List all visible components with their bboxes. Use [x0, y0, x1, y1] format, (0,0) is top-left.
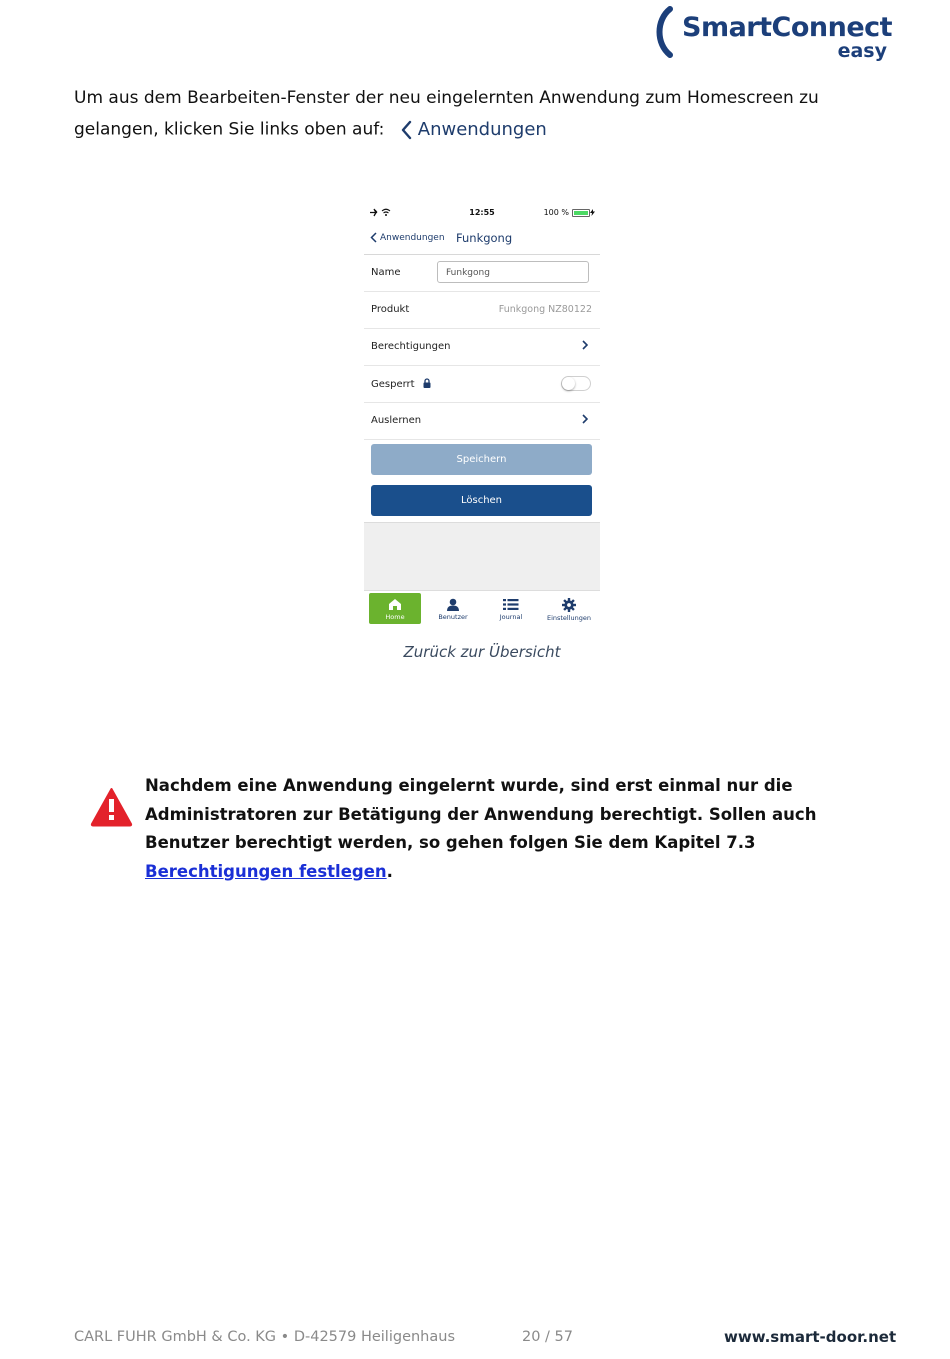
nav-bar [364, 226, 600, 255]
tab-journal[interactable] [485, 593, 537, 624]
status-time: 12:55 [469, 208, 495, 217]
home-icon [388, 598, 402, 611]
chevron-left-icon [400, 120, 412, 140]
battery-percentage: 100 % [543, 208, 569, 217]
tab-users[interactable] [427, 593, 479, 624]
product-label: Produkt [371, 304, 410, 315]
intro-text: Um aus dem Bearbeiten-Fenster der neu eingelernten Anwendung zum Homescreen zu gelangen, klicken Sie links oben auf: [74, 88, 819, 140]
charging-bolt-icon [590, 209, 595, 216]
status-battery [544, 208, 595, 217]
warning-body: Nachdem eine Anwendung eingelernt wurde, sind erst einmal nur die Administratoren zur Betätigung der Anwendung berechtigt. Sollen auch Benutzer berechtigt werden, so gehen folgen Sie dem Kapitel 7.3 [145, 776, 817, 852]
name-input[interactable]: Funkgong [437, 261, 589, 283]
permissions-label: Berechtigungen [371, 341, 451, 352]
user-icon [446, 598, 460, 611]
product-row [364, 292, 600, 329]
tab-settings[interactable] [542, 593, 596, 624]
smartconnect-logo [650, 6, 893, 62]
battery-icon [572, 209, 590, 217]
product-value: Funkgong NZ80122 [498, 304, 592, 315]
status-bar [364, 206, 600, 222]
back-button[interactable] [370, 232, 445, 243]
chevron-right-icon [582, 340, 588, 350]
footer-company: CARL FUHR GmbH & Co. KG • D-42579 Heiligenhaus [74, 1329, 455, 1345]
permissions-row[interactable] [364, 329, 600, 366]
logo-sub-text: easy [837, 40, 887, 62]
empty-area [364, 522, 600, 591]
chevron-left-icon [370, 232, 377, 243]
name-row [364, 255, 600, 292]
app-screenshot [364, 202, 600, 627]
nav-title: Funkgong [456, 231, 513, 245]
inline-back-link-label: Anwendungen [417, 119, 547, 140]
footer-website: www.smart-door.net [724, 1328, 897, 1346]
warning-icon [90, 787, 133, 827]
tab-home[interactable] [369, 593, 421, 624]
warning-text [145, 772, 885, 886]
list-icon [503, 598, 519, 611]
tab-journal-label: Journal [499, 613, 523, 621]
tab-users-label: Benutzer [438, 613, 468, 621]
unlearn-label: Auslernen [371, 415, 422, 426]
unlearn-row[interactable] [364, 403, 600, 440]
gear-icon [562, 598, 576, 612]
inline-back-link [400, 114, 547, 145]
tab-home-label: Home [385, 613, 405, 621]
locked-label: Gesperrt [371, 379, 415, 390]
save-button[interactable]: Speichern [371, 444, 592, 475]
footer-page-number: 20 / 57 [522, 1329, 574, 1345]
back-button-label: Anwendungen [380, 232, 445, 243]
logo-bracket-icon [650, 6, 680, 58]
delete-button[interactable]: Löschen [371, 485, 592, 516]
intro-paragraph [74, 83, 884, 146]
lock-icon [423, 378, 431, 388]
tab-settings-label: Einstellungen [546, 614, 592, 622]
tab-bar [364, 590, 600, 628]
warning-end: . [386, 861, 393, 881]
figure-caption: Zurück zur Übersicht [403, 643, 561, 661]
locked-label-wrap [371, 378, 431, 390]
locked-row [364, 366, 600, 403]
locked-toggle[interactable] [561, 376, 591, 391]
name-label: Name [371, 267, 401, 278]
logo-brand-text: SmartConnect [682, 12, 893, 43]
chevron-right-icon [582, 414, 588, 424]
permissions-chapter-link[interactable]: Berechtigungen festlegen [145, 861, 387, 881]
